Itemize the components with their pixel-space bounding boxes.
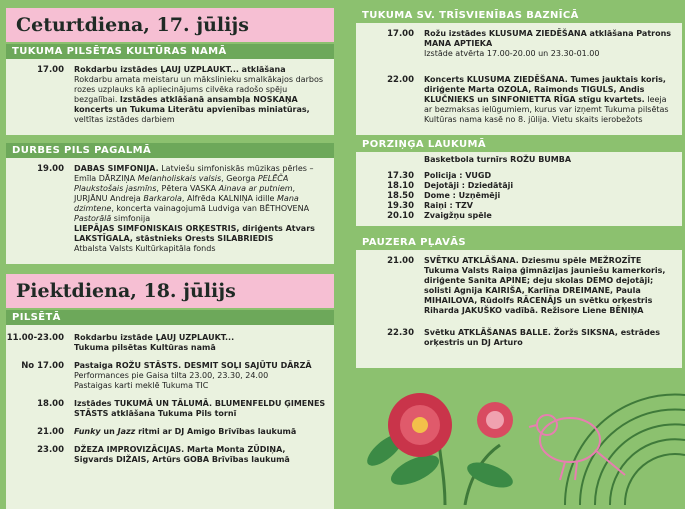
event (6, 333, 326, 353)
rose-illustration (325, 355, 685, 505)
event-line: DŽEZA IMPROVIZĀCIJAS. Marta Monta ZŪDIŅA, Sigvards DIŽAIS, Artūrs GOBA Brīvības laukumā (74, 445, 290, 464)
event-title: Rokdarbu izstādes ĻAUJ UZPLAUKT... atklāšana (74, 65, 286, 74)
event (356, 211, 674, 221)
arc-pattern-icon (565, 395, 685, 505)
event-italic: PELĒČA Plaukstošais jasmīns (74, 174, 289, 193)
event-bold: SVĒTKU ATKLĀŠANA. Dziesmu spēle MEŽROZĪTE Tukuma Valsts Raiņa ģimnāzijas jauniešu kamerkoris, diriģente Sanita APINE; deju skolas DEMO dejotāji; solisti Agnija KAIRIŠA, Karlīna DREIMANE, Paula MIHAILOVA, Rūdolfs RĀCENĀJS un svētku orķestris Riharda JAKUŠKO vadībā. Režisore Liene BĒNIŅA (424, 256, 666, 315)
event-line: Tukuma pilsētas Kultūras namā (74, 343, 216, 352)
event-time: 23.00 (37, 445, 64, 455)
event-line: ritmi ar DJ Amigo Brīvības laukumā (138, 427, 297, 436)
event-time: 17.00 (387, 29, 414, 39)
event-title: DABAS SIMFONIJA. (74, 164, 159, 173)
event (6, 445, 326, 465)
event-text: Ieeja ar bezmaksas ielūgumiem, kurus var izņemt Tukuma pilsētas Kultūras nama kasē no 8. jūlija. Vietu skaits ierobežots (424, 95, 669, 124)
event-time: 18.00 (37, 399, 64, 409)
event (356, 75, 674, 125)
event-time: 21.00 (37, 427, 64, 437)
section-heading: DURBES PILS PAGALMĀ (6, 143, 334, 158)
event-text: Dome : Uzņēmēji (424, 191, 501, 200)
event-text: , JURJĀNU Andreja (74, 184, 296, 203)
event (356, 29, 674, 59)
event (356, 256, 674, 316)
event-text: , Alfrēda KALNIŅA idille (181, 194, 275, 203)
event-text: Dejotāji : Dziedātāji (424, 181, 514, 190)
event-title: Basketbola turnīrs ROŽU BUMBA (424, 155, 572, 164)
day1-title: Ceturtdiena, 17. jūlijs (6, 8, 334, 42)
event-line: Performances pie Gaisa tilta 23.00, 23.30, 24.00 (74, 371, 269, 380)
event-time: 21.00 (387, 256, 414, 266)
event-tail: veltītas izstādes darbiem (74, 115, 175, 124)
event (356, 191, 674, 201)
event-text: Latviešu simfoniskās mūzikas pērles – Emīla DĀRZIŅA (74, 164, 314, 183)
event-text: , Pētera VASKA (156, 184, 217, 193)
section-heading: TUKUMA PILSĒTAS KULTŪRAS NAMĀ (6, 44, 334, 59)
event-time: 22.00 (387, 75, 414, 85)
event (6, 427, 326, 437)
section-church (356, 8, 682, 135)
event-italic: Melanholiskais valsis (137, 174, 222, 183)
event-bold: LIEPĀJAS SIMFONISKAIS ORĶESTRIS, diriģents Atvars LAKSTĪGALA, stāstnieks Orests SILABRIEDIS (74, 224, 315, 243)
day2-title: Piektdiena, 18. jūlijs (6, 274, 334, 308)
event-time: 11.00-23.00 (6, 333, 64, 343)
event-text: Rokdarbu amata meistaru un mākslinieku smalkākajos darbos rozes uzplauks kā apliecinājums cilvēka radošo spēju bezgalībai. (74, 75, 324, 104)
event-italic: Pastorālā (74, 214, 112, 223)
section-porzinga (356, 137, 682, 226)
event (356, 155, 674, 165)
event-time: 18.50 (387, 191, 414, 201)
event (6, 65, 326, 125)
event-time: 18.10 (387, 181, 414, 191)
event (356, 181, 674, 191)
section-pilseta (6, 310, 334, 509)
section-heading: PAUZERA PĻAVĀS (356, 235, 682, 250)
event (356, 201, 674, 211)
bird-icon (529, 415, 625, 480)
event-time: 17.00 (37, 65, 64, 75)
event-tail: Atbalsta Valsts Kultūrkapitāla fonds (74, 244, 216, 253)
event-line: Izstādes TUKUMĀ UN TĀLUMĀ. BLUMENFELDU ĢIMENES STĀSTS atklāšana Tukuma Pils tornī (74, 399, 326, 418)
event-text: , Georga (221, 174, 256, 183)
section-kulturas-nams (6, 44, 334, 135)
section-heading: TUKUMA SV. TRĪSVIENĪBAS BAZNĪCĀ (356, 8, 682, 23)
event-time: 19.00 (37, 164, 64, 174)
event-bold: Rožu izstādes KLUSUMA ZIEDĒŠANA atklāšana Patrons MANA APTIEKA (424, 29, 672, 48)
event-text: simfonija (113, 214, 151, 223)
event-bold: Koncerts KLUSUMA ZIEDĒŠANA. Tumes jauktais koris, diriģente Marta OZOLA, Raimonds TIGULS, Andis KLUČNIEKS un SINFONIETTA RĪGA stīgu kvartets. (424, 75, 666, 104)
event-time: 22.30 (387, 328, 414, 338)
event-text: Zvaigžņu spēle (424, 211, 492, 220)
event-time: 19.30 (387, 201, 414, 211)
section-heading: PILSĒTĀ (6, 310, 334, 325)
event-italic: Ainava ar putniem (218, 184, 293, 193)
event-time: 20.10 (387, 211, 414, 221)
event-italic: Barkarola (143, 194, 182, 203)
section-pauzera (356, 235, 682, 368)
event (6, 361, 326, 391)
event (356, 171, 674, 181)
event-text: Policija : VUGD (424, 171, 492, 180)
event-text: Raiņi : TZV (424, 201, 473, 210)
event-line: Rokdarbu izstāde ĻAUJ UZPLAUKT... (74, 333, 235, 342)
event-bold: Izstādes atklāšanā ansambļa NOSKAŅA koncerts un Tukuma Literātu apvienības miniatūras, (74, 95, 310, 114)
section-heading: PORZIŅĢA LAUKUMĀ (356, 137, 682, 152)
event-italic: Mana dzimtene (74, 194, 299, 213)
event (356, 328, 674, 348)
event (6, 399, 326, 419)
event-text: , koncerta vainagojumā Ludviga van BĒTHOVENA (111, 204, 310, 213)
section-durbes-pils (6, 143, 334, 264)
event-line: Pastaigas karti meklē Tukuma TIC (74, 381, 209, 390)
event-bold: Svētku ATKLĀŠANAS BALLE. Žoržs SIKSNA, estrādes orķestris un DJ Arturo (424, 328, 660, 347)
event-text: un (103, 427, 115, 436)
event-time: No 17.00 (21, 361, 64, 371)
event-italic: Funky (74, 427, 101, 436)
event-line: Pastaiga ROŽU STĀSTS. DESMIT SOĻI SAJŪTU DĀRZĀ (74, 361, 312, 370)
event (6, 164, 326, 254)
event-text: Izstāde atvērta 17.00-20.00 un 23.30-01.00 (424, 49, 600, 58)
event-time: 17.30 (387, 171, 414, 181)
event-italic: Jazz (117, 427, 136, 436)
